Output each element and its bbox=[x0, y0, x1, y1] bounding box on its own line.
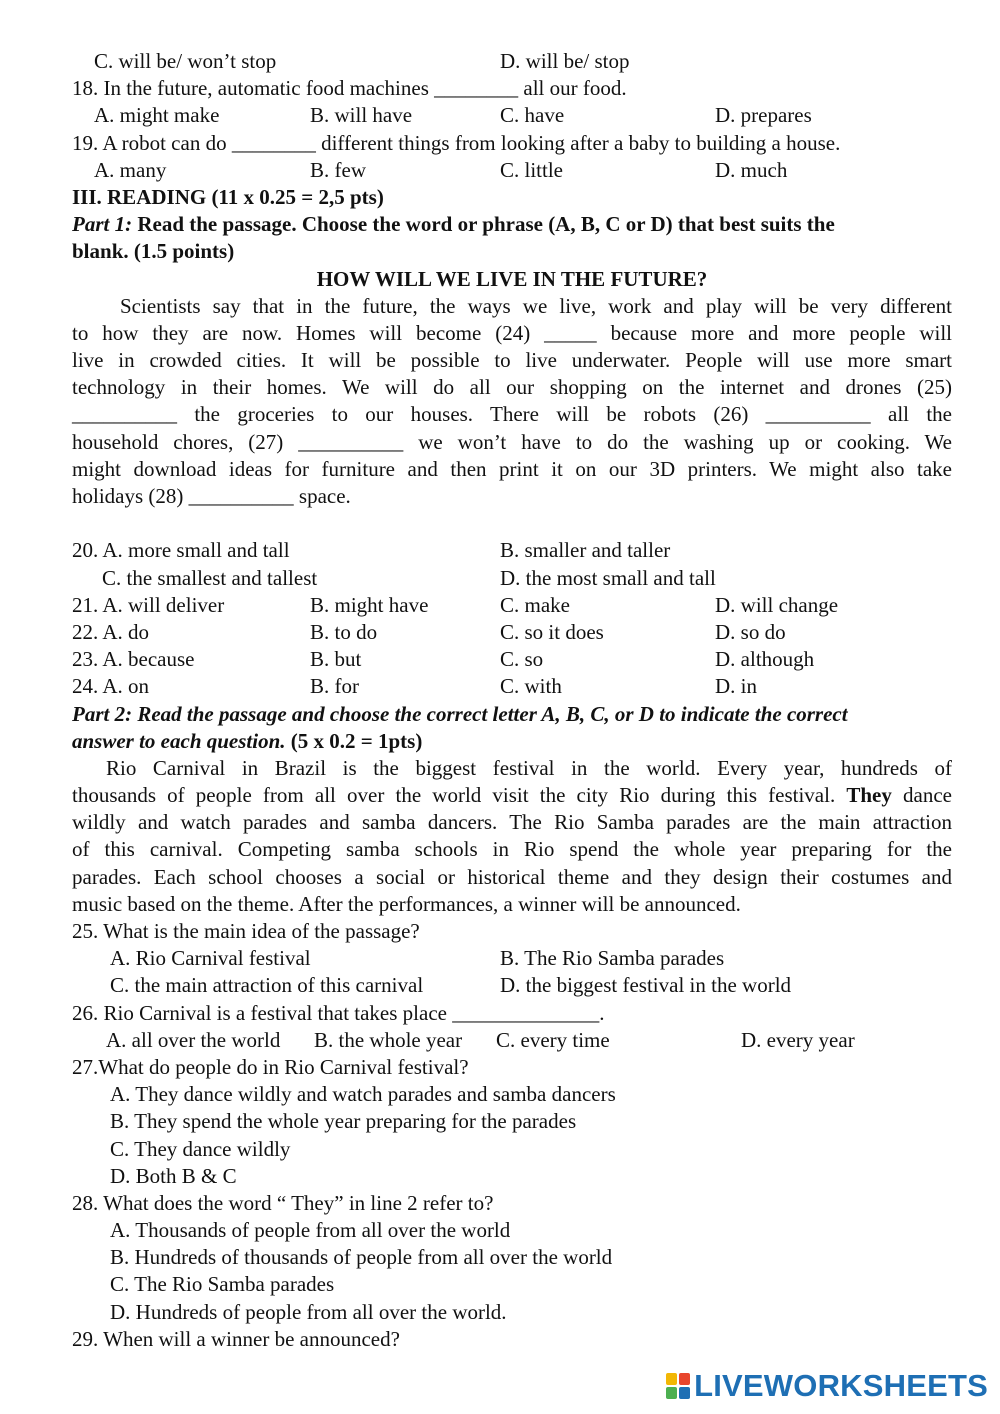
option-d[interactable]: D. Hundreds of people from all over the world. bbox=[110, 1299, 507, 1324]
passage1-line: holidays (28) __________ space. bbox=[72, 484, 351, 508]
passage1-line: live in crowded cities. It will be possible to live underwater. People will use more smart bbox=[72, 348, 952, 373]
option-c[interactable]: C. The Rio Samba parades bbox=[110, 1272, 335, 1297]
worksheet-page bbox=[72, 48, 952, 1353]
option-a[interactable]: A. many bbox=[94, 157, 167, 182]
option-c[interactable]: C. with bbox=[500, 674, 562, 699]
question-27-stem: 27.What do people do in Rio Carnival festival? bbox=[72, 1054, 469, 1079]
question-25-stem: 25. What is the main idea of the passage? bbox=[72, 919, 420, 943]
liveworksheets-logo bbox=[666, 1368, 988, 1404]
option-d[interactable]: D. every year bbox=[741, 1027, 855, 1052]
option-a[interactable]: 24. A. on bbox=[72, 674, 150, 699]
passage1-line: to how they are now. Homes will become (24) _____ because more and more people will bbox=[72, 320, 952, 345]
passage2-line: music based on the theme. After the performances, a winner will be announced. bbox=[72, 891, 741, 916]
logo-mark-icon bbox=[666, 1373, 690, 1399]
passage2-line bbox=[72, 782, 952, 809]
passage1-title: HOW WILL WE LIVE IN THE FUTURE? bbox=[316, 266, 708, 291]
option-d[interactable]: D. although bbox=[715, 647, 815, 672]
question-22-options bbox=[72, 619, 952, 646]
option-b[interactable]: B. to do bbox=[310, 619, 378, 644]
passage2-bold-word: They bbox=[846, 783, 892, 808]
option-c[interactable]: C. the smallest and tallest bbox=[102, 565, 318, 590]
question-29-stem: 29. When will a winner be announced? bbox=[72, 1326, 400, 1351]
question-25-options-row2 bbox=[72, 972, 952, 999]
part1-instruction-line2: blank. (1.5 points) bbox=[72, 239, 235, 264]
part1-instruction-text: Read the passage. Choose the word or phrase (A, B, C or D) that best suits the bbox=[132, 212, 835, 237]
option-a[interactable]: 23. A. because bbox=[72, 647, 195, 672]
option-d[interactable]: D. much bbox=[715, 157, 788, 182]
option-b[interactable]: B. They spend the whole year preparing for the parades bbox=[110, 1109, 577, 1134]
question-17-options bbox=[72, 48, 952, 75]
option-c[interactable]: C. so it does bbox=[500, 619, 604, 644]
part2-score: (5 x 0.2 = 1pts) bbox=[285, 728, 423, 753]
option-d[interactable]: D. prepares bbox=[715, 103, 812, 128]
option-d[interactable]: D. the biggest festival in the world bbox=[500, 973, 792, 998]
option-b[interactable]: B. might have bbox=[310, 592, 429, 617]
option-a[interactable]: A. Rio Carnival festival bbox=[110, 946, 311, 971]
option-d[interactable]: D. will change bbox=[715, 592, 839, 617]
question-25-options-row1 bbox=[72, 945, 952, 972]
passage1-line: __________ the groceries to our houses. There will be robots (26) __________ all the bbox=[72, 402, 952, 427]
option-d[interactable]: D. so do bbox=[715, 619, 786, 644]
option-a[interactable]: A. might make bbox=[94, 103, 220, 128]
option-b[interactable]: B. smaller and taller bbox=[500, 538, 671, 563]
part2-instruction-text: answer to each question. bbox=[72, 728, 286, 753]
passage2-body bbox=[72, 755, 952, 918]
question-26-stem: 26. Rio Carnival is a festival that takes place ______________. bbox=[72, 1000, 605, 1025]
question-24-options bbox=[72, 673, 952, 700]
option-c[interactable]: C. little bbox=[500, 157, 563, 182]
option-c[interactable]: C. make bbox=[500, 592, 570, 617]
part2-instruction: Part 2: Read the passage and choose the correct letter A, B, C, or D to indicate the correct bbox=[72, 701, 848, 726]
option-b[interactable]: B. will have bbox=[310, 103, 413, 128]
passage1-line: might download ideas for furniture and then print it on our 3D printers. We might also take bbox=[72, 456, 952, 481]
option-b[interactable]: B. The Rio Samba parades bbox=[500, 946, 725, 971]
option-c[interactable]: C. so bbox=[500, 647, 544, 672]
option-a[interactable]: 20. A. more small and tall bbox=[72, 538, 290, 563]
passage1-line: household chores, (27) __________ we won’t have to do the washing up or cooking. We bbox=[72, 429, 952, 454]
part2-instruction-line2 bbox=[72, 728, 952, 755]
option-a[interactable]: 22. A. do bbox=[72, 619, 150, 644]
option-b[interactable]: B. Hundreds of thousands of people from all over the world bbox=[110, 1245, 613, 1270]
option-b[interactable]: B. but bbox=[310, 647, 362, 672]
option-a[interactable]: A. Thousands of people from all over the world bbox=[110, 1218, 511, 1243]
question-18-options bbox=[72, 102, 952, 129]
option-c[interactable]: C. the main attraction of this carnival bbox=[110, 973, 424, 998]
question-28-stem: 28. What does the word “ They” in line 2 refer to? bbox=[72, 1190, 494, 1215]
spacer bbox=[72, 510, 952, 537]
part1-label: Part 1: bbox=[72, 212, 133, 237]
passage2-text: dance bbox=[891, 783, 953, 808]
question-20-options-row2 bbox=[72, 565, 952, 592]
option-b[interactable]: B. for bbox=[310, 674, 359, 699]
question-18-stem: 18. In the future, automatic food machines ________ all our food. bbox=[72, 76, 627, 101]
logo-text: LIVEWORKSHEETS bbox=[694, 1368, 988, 1403]
passage1-line: Scientists say that in the future, the ways we live, work and play will be very different bbox=[120, 293, 952, 318]
question-23-options bbox=[72, 646, 952, 673]
question-20-options-row1 bbox=[72, 537, 952, 564]
passage1-body bbox=[72, 293, 952, 511]
passage1-line: technology in their homes. We will do all our shopping on the internet and drones (25) bbox=[72, 375, 952, 400]
question-26-options bbox=[72, 1027, 952, 1054]
passage2-line: wildly and watch parades and samba dancers. The Rio Samba parades are the main attraction bbox=[72, 810, 952, 835]
option-d[interactable]: D. the most small and tall bbox=[500, 565, 716, 590]
passage2-line: parades. Each school chooses a social or historical theme and they design their costumes and bbox=[72, 864, 952, 889]
question-19-stem: 19. A robot can do ________ different things from looking after a baby to building a house. bbox=[72, 130, 841, 155]
option-b[interactable]: B. the whole year bbox=[314, 1027, 463, 1052]
question-19-options bbox=[72, 157, 952, 184]
option-d[interactable]: D. in bbox=[715, 674, 757, 699]
option-d[interactable]: D. will be/ stop bbox=[500, 49, 630, 73]
option-a[interactable]: A. all over the world bbox=[106, 1027, 281, 1052]
option-d[interactable]: D. Both B & C bbox=[110, 1163, 237, 1188]
passage2-text: thousands of people from all over the world visit the city Rio during this festival. bbox=[72, 783, 847, 808]
passage2-line: Rio Carnival in Brazil is the biggest festival in the world. Every year, hundreds of bbox=[106, 755, 952, 780]
part1-instruction bbox=[72, 211, 952, 238]
passage2-line: of this carnival. Competing samba schools in Rio spend the whole year preparing for the bbox=[72, 837, 952, 862]
reading-section-heading: III. READING (11 x 0.25 = 2,5 pts) bbox=[72, 184, 384, 209]
option-a[interactable]: A. They dance wildly and watch parades and samba dancers bbox=[110, 1082, 616, 1107]
option-c[interactable]: C. every time bbox=[496, 1027, 610, 1052]
option-b[interactable]: B. few bbox=[310, 157, 366, 182]
option-c[interactable]: C. They dance wildly bbox=[110, 1136, 291, 1161]
option-c[interactable]: C. will be/ won’t stop bbox=[94, 49, 277, 73]
question-21-options bbox=[72, 592, 952, 619]
option-a[interactable]: 21. A. will deliver bbox=[72, 592, 225, 617]
option-c[interactable]: C. have bbox=[500, 103, 565, 128]
